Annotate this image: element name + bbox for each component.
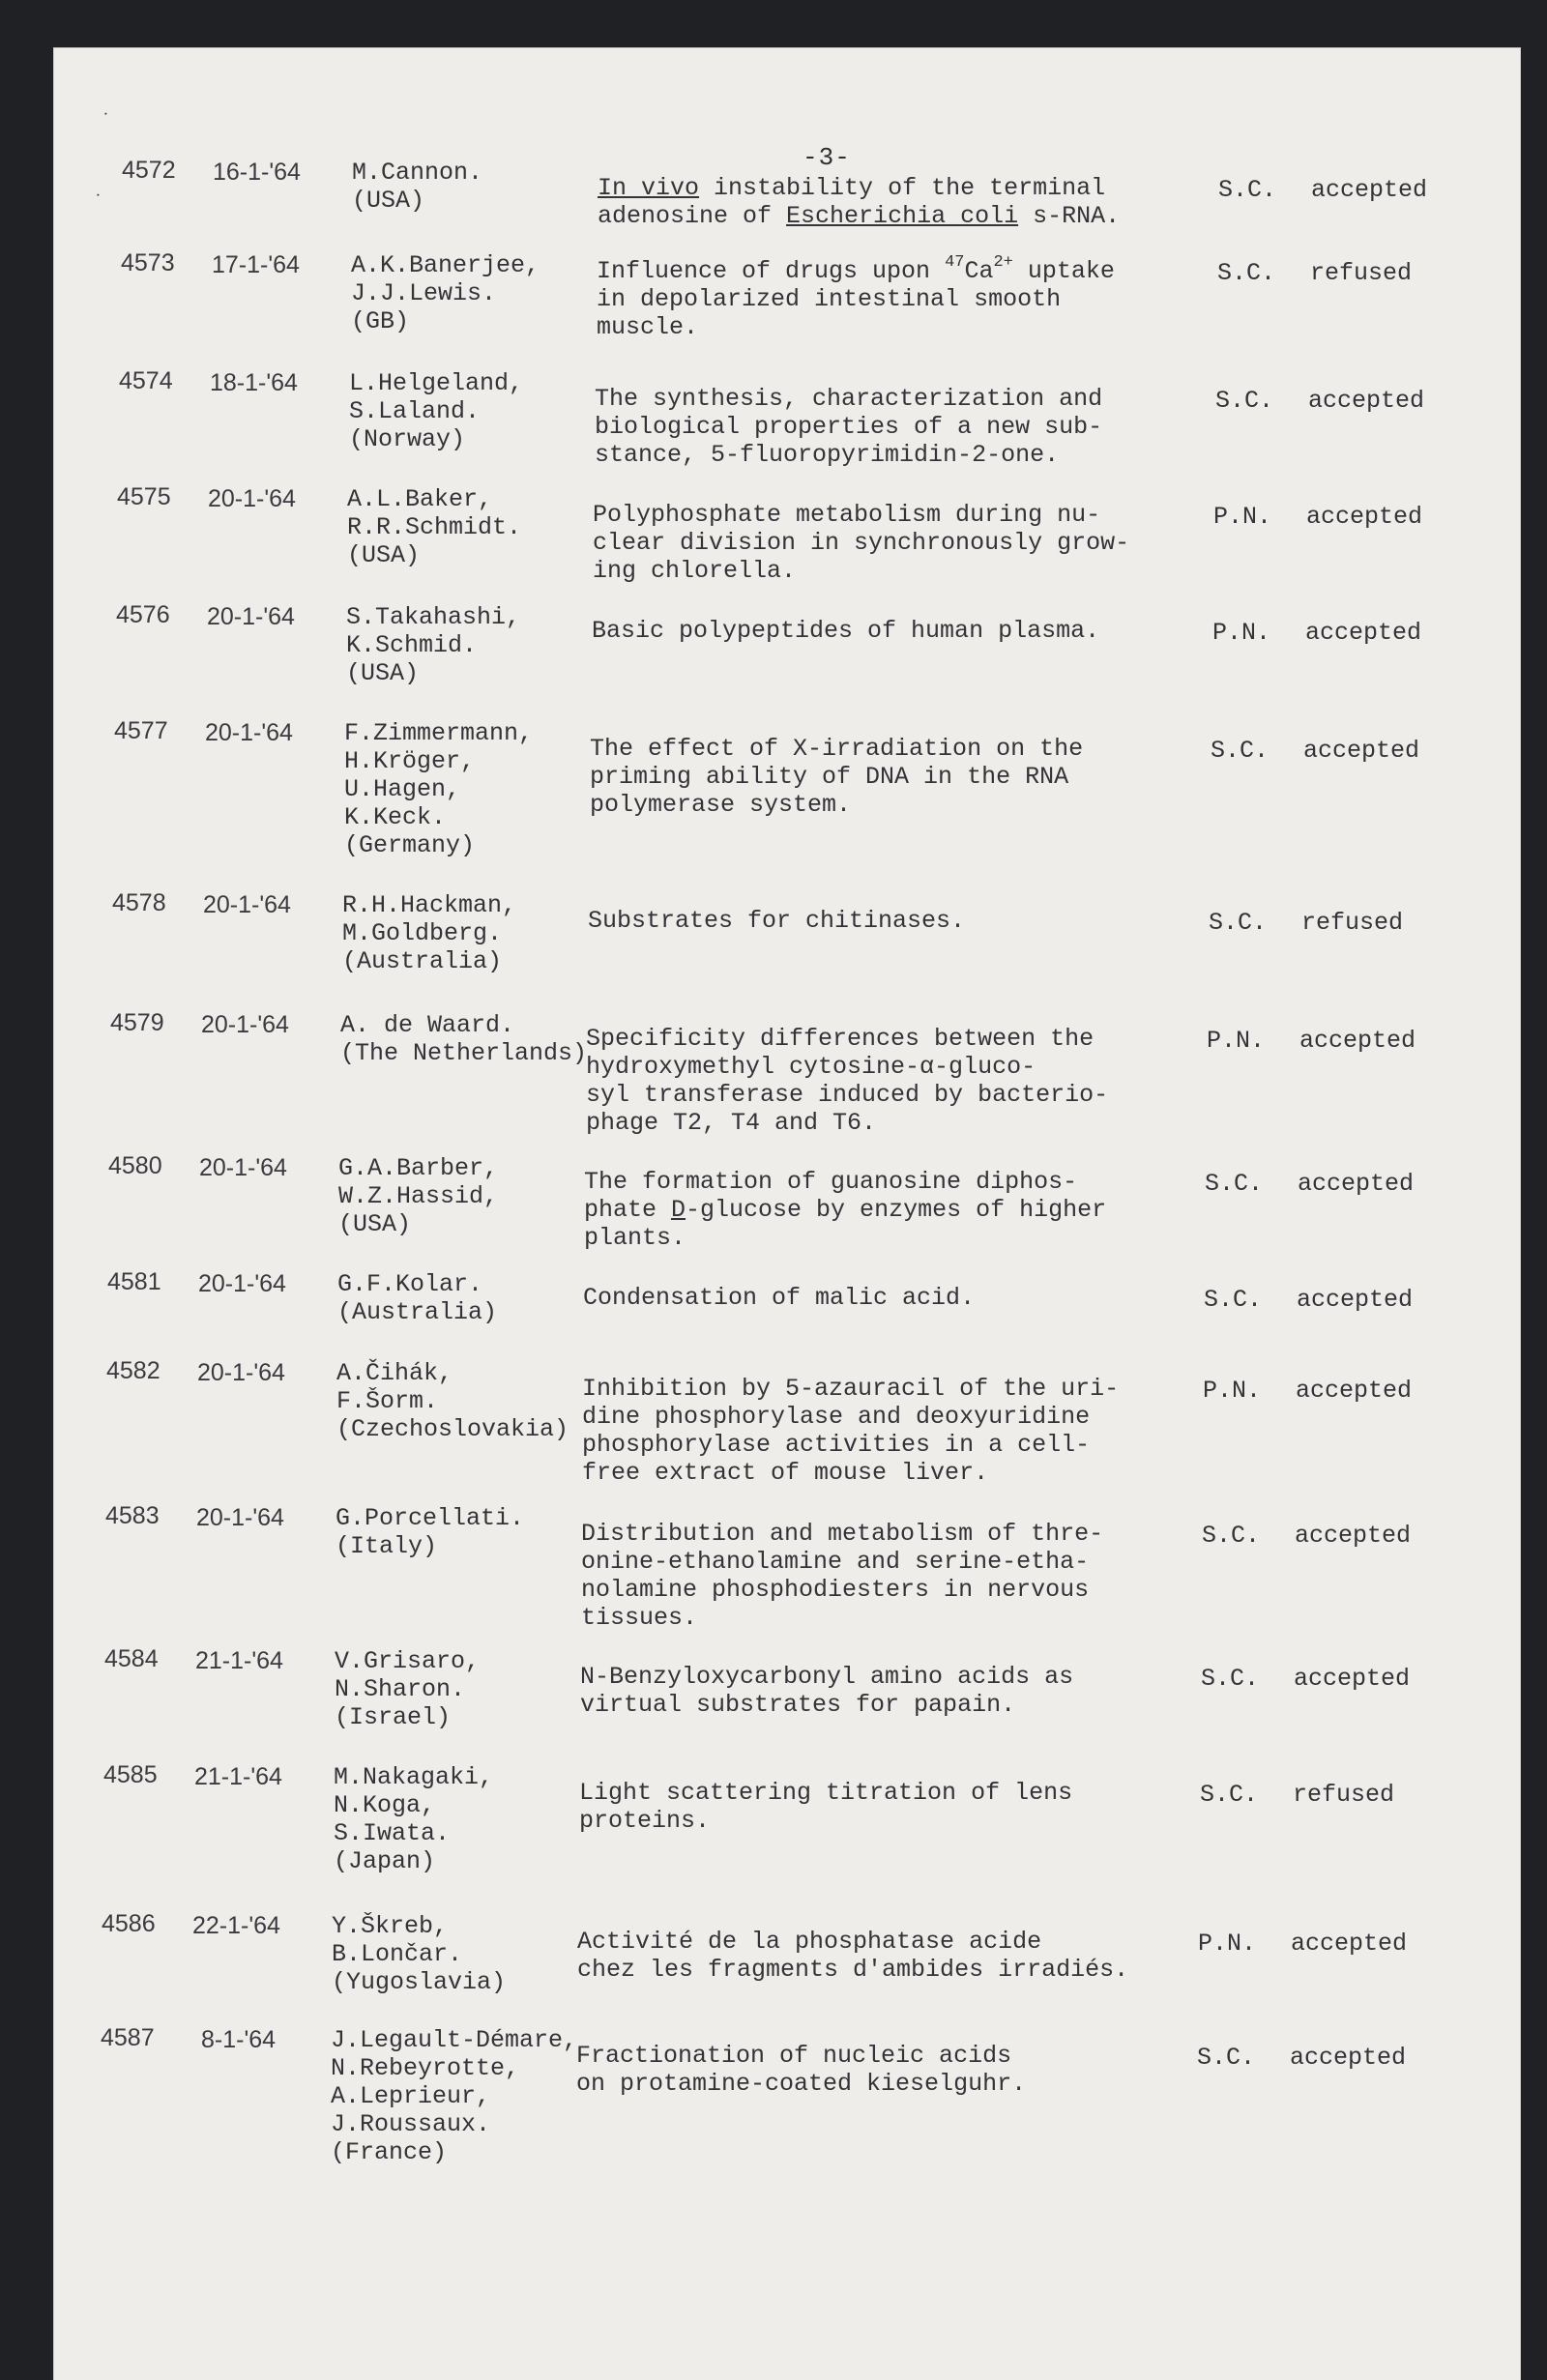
title-line: adenosine of Escherichia coli s-RNA. [598,202,1121,230]
title-line: Activité de la phosphatase acide [577,1928,1042,1956]
entry-date: 20-1-'64 [205,719,293,746]
author-line: G.F.Kolar. [337,1270,483,1298]
title-line: proteins. [579,1807,711,1835]
title-line: Influence of drugs upon $^{47}Ca^{2+}$ uptake [597,253,1115,285]
entry-date: 20-1-'64 [196,1504,284,1531]
entry-authors [351,251,540,335]
entry-journal: S.C. [1215,387,1274,415]
entry-date: 22-1-'64 [192,1912,280,1939]
entry-title [576,2042,1026,2098]
entry-title [579,1779,1072,1835]
entry-title [581,1520,1103,1632]
entry-title [597,253,1115,341]
author-line: (Italy) [336,1532,438,1560]
entry-number: 4578 [112,889,166,916]
entry-journal: S.C. [1209,909,1268,937]
entry-journal: P.N. [1212,619,1271,647]
entry-number: 4572 [122,157,176,184]
entry-status: accepted [1298,1170,1415,1198]
entry-journal: P.N. [1213,503,1272,531]
author-line: (France) [331,2138,448,2166]
entry-journal: P.N. [1203,1377,1262,1405]
page-number: -3- [803,143,851,172]
entry-number: 4581 [107,1268,161,1295]
author-line: (The Netherlands) [340,1039,588,1067]
author-line: R.R.Schmidt. [347,513,522,541]
author-line: S.Laland. [349,397,481,425]
author-line: (Germany) [344,831,476,859]
entry-number: 4582 [106,1357,161,1384]
entry-number: 4585 [103,1761,158,1788]
entry-status: accepted [1296,1377,1413,1405]
author-line: R.H.Hackman, [342,891,517,919]
author-line: (Israel) [335,1703,452,1731]
author-line: N.Rebeyrotte, [331,2054,520,2082]
entry-date: 16-1-'64 [213,159,301,186]
entry-authors [337,1270,497,1326]
entry-authors [332,1912,506,1996]
title-line: Light scattering titration of lens [579,1779,1073,1807]
title-line: stance, 5-fluoropyrimidin-2-one. [595,441,1060,469]
title-line: Specificity differences between the [586,1025,1095,1053]
author-line: (Yugoslavia) [332,1968,507,1996]
entry-date: 20-1-'64 [207,603,295,630]
margin-tick: ˙ [101,112,111,131]
entry-title [592,617,1099,645]
entry-date: 20-1-'64 [201,1011,289,1038]
author-line: U.Hagen, [344,775,461,803]
entry-number: 4584 [104,1645,159,1672]
title-line: biological properties of a new sub- [595,413,1103,441]
entry-authors [336,1359,569,1443]
entry-title [586,1025,1108,1137]
author-line: (Norway) [349,425,466,453]
entry-authors [349,369,523,453]
entry-number: 4577 [114,717,168,744]
entry-status: accepted [1291,1930,1408,1958]
entry-authors [334,1763,493,1875]
entry-status: accepted [1294,1665,1411,1693]
title-line: dine phosphorylase and deoxyuridine [582,1403,1091,1431]
entry-status: accepted [1303,737,1420,765]
author-line: (GB) [351,307,410,335]
author-line: (USA) [346,659,420,687]
entry-title [593,501,1129,585]
entry-title [582,1375,1119,1487]
entry-number: 4575 [117,483,171,510]
entry-title [590,735,1083,819]
title-line: chez les fragments d'ambides irradiés. [577,1956,1129,1984]
entry-status: accepted [1308,387,1425,415]
entry-journal: S.C. [1197,2044,1256,2072]
title-line: Fractionation of nucleic acids [576,2042,1012,2070]
entry-date: 20-1-'64 [197,1359,285,1386]
entry-title [595,385,1102,469]
author-line: K.Keck. [344,803,447,831]
title-line: nolamine phosphodiesters in nervous [581,1576,1090,1604]
entry-status: accepted [1306,503,1423,531]
entry-number: 4579 [110,1009,164,1036]
author-line: J.Legault-Démare, [331,2026,578,2054]
author-line: A. de Waard. [340,1011,515,1039]
title-line: The effect of X-irradiation on the [590,735,1084,763]
title-line: hydroxymethyl cytosine-α-gluco- [586,1053,1036,1081]
title-line: priming ability of DNA in the RNA [590,763,1069,791]
author-line: F.Zimmermann, [344,719,534,747]
entry-status: accepted [1305,619,1422,647]
author-line: N.Sharon. [335,1675,466,1703]
title-line: polymerase system. [590,791,852,819]
entry-journal: S.C. [1200,1781,1259,1809]
title-line: virtual substrates for papain. [580,1691,1016,1719]
title-line: Condensation of malic acid. [583,1284,976,1312]
author-line: M.Nakagaki, [334,1763,494,1791]
title-line: phate D-glucose by enzymes of higher [584,1196,1107,1224]
entry-journal: S.C. [1201,1665,1260,1693]
author-line: A.Čihák, [336,1359,453,1387]
title-line: Basic polypeptides of human plasma. [592,617,1100,645]
entry-date: 8-1-'64 [201,2026,277,2053]
author-line: G.A.Barber, [338,1154,499,1182]
entry-number: 4587 [101,2024,155,2051]
author-line: B.Lončar. [332,1940,463,1968]
entry-journal: S.C. [1218,176,1277,204]
entry-journal: S.C. [1205,1170,1264,1198]
title-line: phosphorylase activities in a cell- [582,1431,1091,1459]
author-line: G.Porcellati. [336,1504,525,1532]
entry-date: 20-1-'64 [203,891,291,918]
author-line: M.Cannon. [352,159,483,187]
entry-status: accepted [1290,2044,1407,2072]
author-line: V.Grisaro, [335,1647,481,1675]
title-line: tissues. [581,1604,698,1632]
entry-title [598,174,1120,230]
entry-status: accepted [1311,176,1428,204]
author-line: (Australia) [342,947,503,975]
entry-title [583,1284,975,1312]
entry-status: accepted [1295,1522,1412,1550]
entry-title [580,1663,1073,1719]
entry-number: 4586 [102,1910,156,1937]
title-line: phage T2, T4 and T6. [586,1109,877,1137]
entry-title [588,907,965,935]
entry-date: 17-1-'64 [212,251,300,278]
author-line: J.J.Lewis. [351,279,497,307]
entry-authors [347,485,521,569]
title-line: N-Benzyloxycarbonyl amino acids as [580,1663,1074,1691]
entry-authors [352,159,482,215]
entry-status: accepted [1297,1286,1414,1314]
entry-authors [338,1154,498,1238]
entry-authors [340,1011,587,1067]
author-line: (USA) [338,1210,412,1238]
entry-authors [335,1647,480,1731]
entry-title [584,1168,1106,1252]
entry-authors [342,891,516,975]
title-line: ing chlorella. [593,557,797,585]
title-line: clear division in synchronously grow- [593,529,1130,557]
title-line: Distribution and metabolism of thre- [581,1520,1104,1548]
author-line: A.K.Banerjee, [351,251,540,279]
title-line: plants. [584,1224,686,1252]
entry-date: 20-1-'64 [208,485,296,512]
title-line: muscle. [597,313,699,341]
author-line: (Australia) [337,1298,498,1326]
entry-authors [344,719,533,859]
entry-authors [331,2026,577,2166]
entry-journal: P.N. [1198,1930,1257,1958]
author-line: F.Šorm. [336,1387,439,1415]
title-line: on protamine-coated kieselguhr. [576,2070,1027,2098]
author-line: W.Z.Hassid, [338,1182,499,1210]
author-line: A.Leprieur, [331,2082,491,2110]
entry-number: 4580 [108,1152,162,1179]
entry-journal: S.C. [1217,259,1276,287]
entry-authors [346,603,520,687]
title-line: syl transferase induced by bacterio- [586,1081,1109,1109]
title-line: The formation of guanosine diphos- [584,1168,1078,1196]
entry-date: 20-1-'64 [198,1270,286,1297]
author-line: S.Takahashi, [346,603,521,631]
author-line: A.L.Baker, [347,485,493,513]
entry-journal: S.C. [1202,1522,1261,1550]
entry-number: 4574 [119,367,173,394]
entry-journal: S.C. [1204,1286,1263,1314]
entry-date: 21-1-'64 [194,1763,282,1790]
entry-status: refused [1301,909,1404,937]
author-line: K.Schmid. [346,631,478,659]
entry-authors [336,1504,524,1560]
author-line: L.Helgeland, [349,369,524,397]
author-line: Y.Škreb, [332,1912,449,1940]
author-line: N.Koga, [334,1791,436,1819]
entry-number: 4576 [116,601,170,628]
title-line: Substrates for chitinases. [588,907,966,935]
title-line: onine-ethanolamine and serine-etha- [581,1548,1090,1576]
title-line: in depolarized intestinal smooth [597,285,1062,313]
title-line: In vivo instability of the terminal [598,174,1106,202]
entry-title [577,1928,1128,1984]
entry-date: 18-1-'64 [210,369,298,396]
title-line: Inhibition by 5-azauracil of the uri- [582,1375,1120,1403]
author-line: H.Kröger, [344,747,476,775]
entry-number: 4573 [121,249,175,276]
author-line: (USA) [347,541,421,569]
author-line: (Czechoslovakia) [336,1415,569,1443]
entry-journal: S.C. [1211,737,1270,765]
entry-date: 20-1-'64 [199,1154,287,1181]
author-line: S.Iwata. [334,1819,451,1847]
entry-status: accepted [1299,1027,1416,1055]
author-line: M.Goldberg. [342,919,503,947]
margin-tick: ˙ [93,193,103,213]
entry-status: refused [1293,1781,1395,1809]
title-line: Polyphosphate metabolism during nu- [593,501,1101,529]
author-line: (Japan) [334,1847,436,1875]
entry-status: refused [1310,259,1413,287]
author-line: (USA) [352,187,425,215]
title-line: The synthesis, characterization and [595,385,1103,413]
title-line: free extract of mouse liver. [582,1459,989,1487]
entry-date: 21-1-'64 [195,1647,283,1674]
entry-number: 4583 [105,1502,160,1529]
author-line: J.Roussaux. [331,2110,491,2138]
entry-journal: P.N. [1207,1027,1266,1055]
